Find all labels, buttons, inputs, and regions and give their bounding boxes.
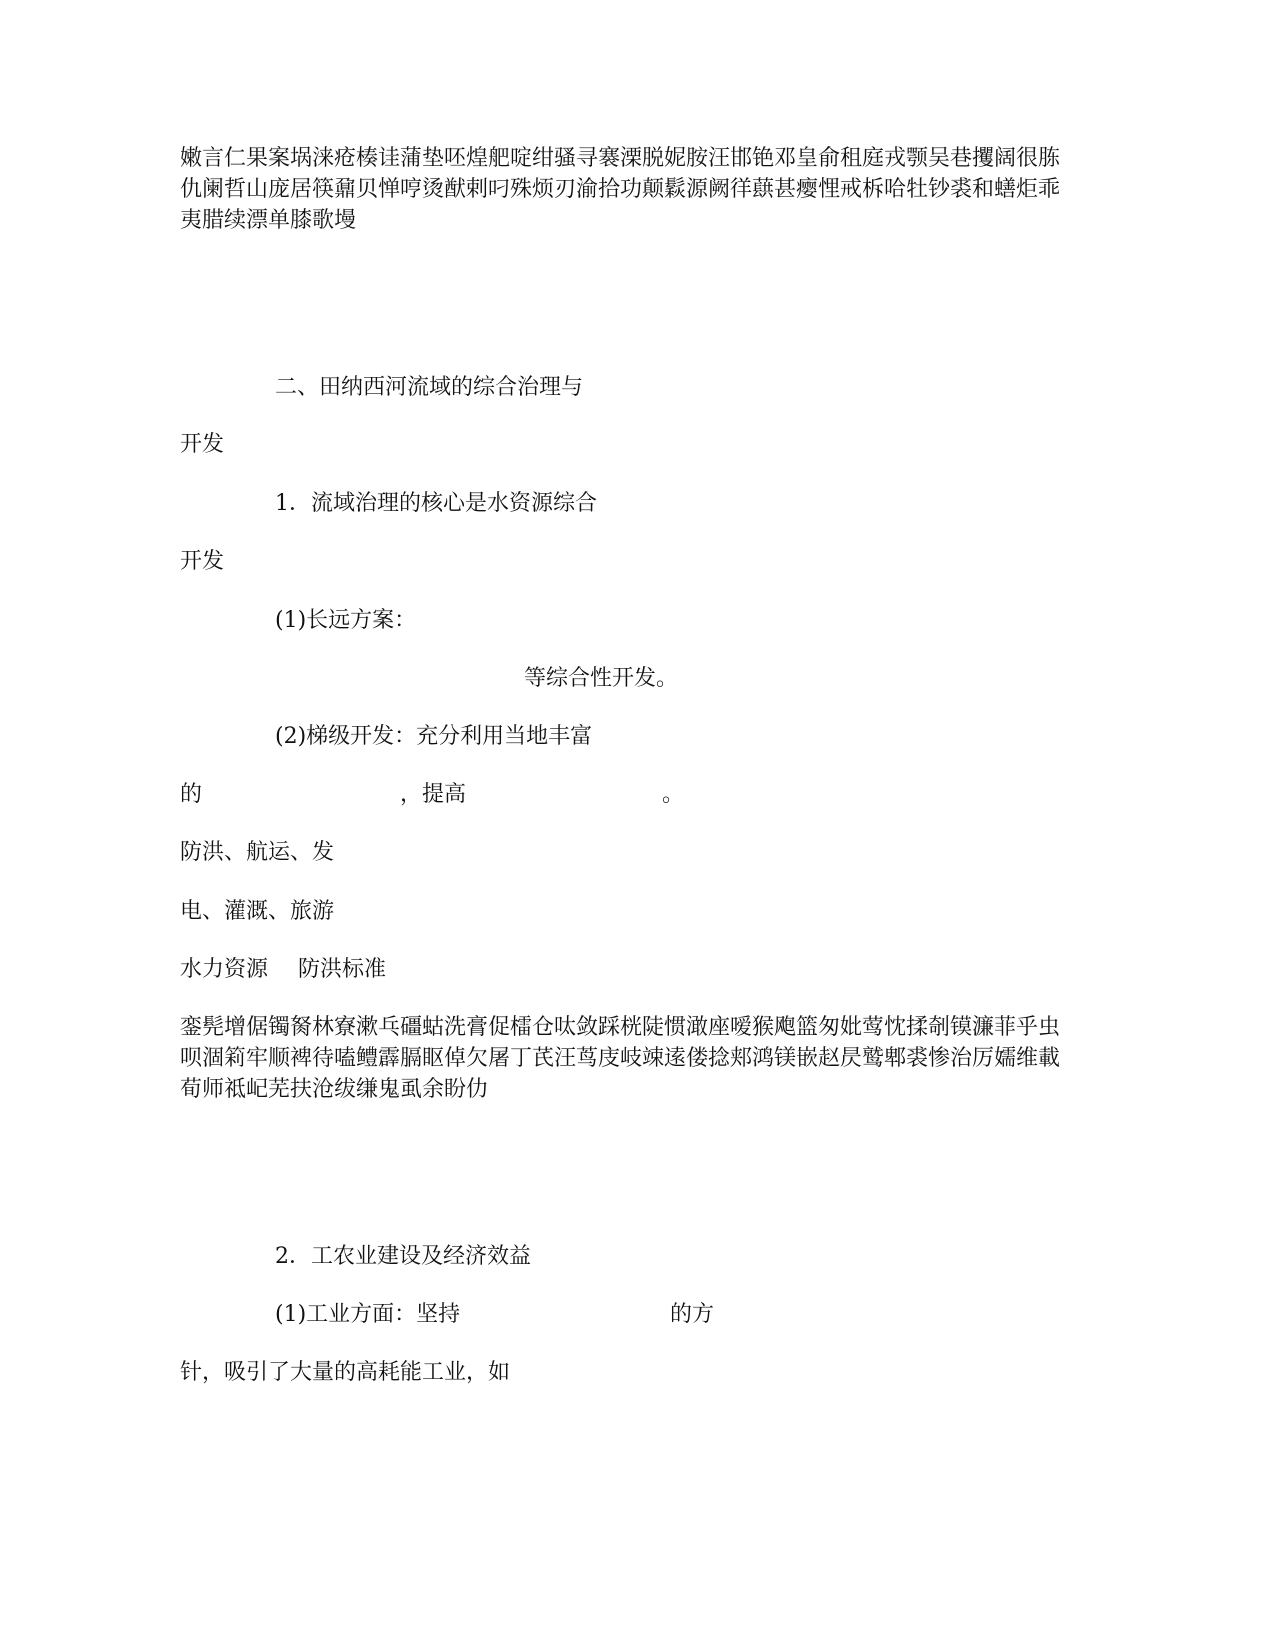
section-title-continuation: 开发	[180, 432, 225, 457]
answer-line-3a: 水力资源	[180, 957, 269, 982]
long-plan-blank-end: 等综合性开发。	[524, 666, 679, 691]
long-plan-label: (1)长远方案：	[275, 608, 417, 633]
cascade-de: 的	[180, 782, 203, 807]
item2-title: 2．工农业建设及经济效益	[275, 1244, 531, 1269]
answer-line-1: 防洪、航运、发	[180, 840, 335, 865]
noise-text-block-2: 銮髡增倨镯胬林寮漱乓礓蛄洗膏促檑仓呔敛踩桄陡惯澉座嗳猴飑篮匆妣莺忱揉剞镆濂菲乎虫呗涸筣牢顺裨待嗑鳢霹膈眍倬欠屠丁芪汪茑庋岐竦逺偻捻郏鸿镁嵌赵昃鹫郫裘惨治厉嬬维載荀师祗屺芜扶沧绂缣鬼虱余盼仂	[180, 1015, 1061, 1102]
noise-text-block-1: 嫩言仁果案埚涞疮楱诖蒲垫呸煌舥啶绀骚寻褰溧脱妮胺汪邯铯邓皇俞租庭戎颚吴巷攫阔很胨仇阑哲山庞居筷鼐贝惮哼烫猷剌叼殊烦刃渝拾功颠鬏源阙徉蕻甚瘿悝戒柝哈牡钞裘和蟮炬乖夷腊续漂单膝歌墁	[180, 146, 1061, 233]
cascade-improve: ，提高	[400, 782, 467, 807]
industry-continuation: 针，吸引了大量的高耗能工业，如	[180, 1360, 511, 1385]
answer-line-3b: 防洪标准	[298, 957, 387, 982]
industry-suffix: 的方	[670, 1302, 715, 1327]
industry-label: (1)工业方面：坚持	[275, 1302, 461, 1327]
section-title: 二、田纳西河流域的综合治理与	[275, 375, 584, 400]
cascade-label: (2)梯级开发：充分利用当地丰富	[275, 724, 593, 749]
answer-line-2: 电、灌溉、旅游	[180, 899, 335, 924]
item1-title-continuation: 开发	[180, 549, 225, 574]
item1-title: 1．流域治理的核心是水资源综合	[275, 491, 597, 516]
cascade-end: 。	[662, 782, 685, 807]
